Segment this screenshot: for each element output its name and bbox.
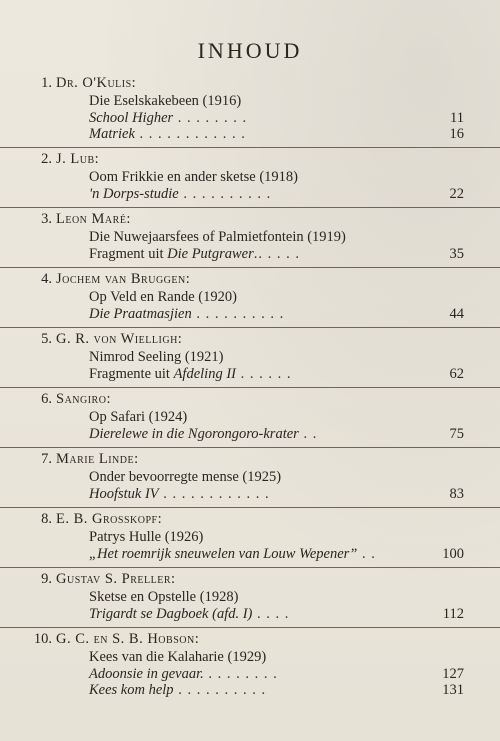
- page-number: 112: [442, 606, 464, 622]
- toc-item: [0, 666, 500, 682]
- toc-item: [0, 246, 500, 262]
- dot-leader: . . . . . . . . . . . .: [134, 126, 246, 142]
- author-name: Marie Linde:: [56, 451, 139, 467]
- author-line: [0, 210, 500, 229]
- dot-leader: . . . . . . . . . .: [178, 186, 272, 202]
- toc-item: [0, 486, 500, 502]
- toc-entry: [0, 328, 500, 388]
- book-title: Onder bevoorregte mense (1925): [89, 469, 282, 485]
- dot-leader: . . . .: [252, 606, 290, 622]
- page-number: 127: [442, 666, 464, 682]
- page-number: 62: [449, 366, 464, 382]
- toc-item: [0, 426, 500, 442]
- item-prefix: Fragmente uit: [89, 366, 174, 382]
- toc-item: [0, 126, 500, 142]
- dot-leader: . . . . . . . . . . . .: [158, 486, 270, 502]
- toc-item: [0, 682, 500, 698]
- item-title: Trigardt se Dagboek (afd. I): [89, 606, 253, 622]
- item-title: Die Praatmasjien: [89, 306, 192, 322]
- toc-item: [0, 186, 500, 202]
- book-title: Op Safari (1924): [89, 409, 188, 425]
- page-number: 44: [449, 306, 464, 322]
- entry-number: 7.: [41, 451, 52, 467]
- toc-entry: [0, 72, 500, 148]
- toc-entry: [0, 208, 500, 268]
- toc-entry: [0, 448, 500, 508]
- entry-number: 9.: [41, 571, 52, 587]
- author-line: [0, 150, 500, 169]
- page-number: 22: [449, 186, 464, 202]
- author-name: G. R. von Wielligh:: [56, 331, 183, 347]
- dot-leader: . . . . . . . . . .: [191, 306, 285, 322]
- entry-number: 4.: [41, 271, 52, 287]
- item-title: School Higher: [89, 110, 174, 126]
- author-line: [0, 270, 500, 289]
- page-number: 11: [450, 110, 464, 126]
- dot-leader: . . . . . . . . . .: [173, 682, 267, 698]
- entry-number: 3.: [41, 211, 52, 227]
- entry-number: 1.: [41, 75, 52, 91]
- author-line: [0, 390, 500, 409]
- author-line: [0, 330, 500, 349]
- item-title: Afdeling II: [173, 366, 236, 382]
- author-name: Jochem van Bruggen:: [56, 271, 191, 287]
- dot-leader: . . . . . . . .: [173, 110, 248, 126]
- item-title: „Het roemrijk sneuwelen van Louw Wepener”: [89, 546, 358, 562]
- page-number: 35: [449, 246, 464, 262]
- page-number: 83: [449, 486, 464, 502]
- toc-entry: [0, 268, 500, 328]
- entry-number: 5.: [41, 331, 52, 347]
- page-title: INHOUD: [197, 38, 303, 63]
- dot-leader: . . . . . . . .: [203, 666, 278, 682]
- book-title: Nimrod Seeling (1921): [89, 349, 224, 365]
- book-title: Kees van die Kalaharie (1929): [89, 649, 267, 665]
- item-title: 'n Dorps-studie: [89, 186, 179, 202]
- page-number: 16: [449, 126, 464, 142]
- toc-entry: [0, 388, 500, 448]
- entry-number: 6.: [41, 391, 52, 407]
- author-name: Sangiro:: [56, 391, 111, 407]
- author-line: [0, 74, 500, 93]
- toc-item: [0, 110, 500, 126]
- item-title: Hoofstuk IV: [89, 486, 159, 502]
- item-title: Adoonsie in gevaar.: [89, 666, 204, 682]
- dot-leader: . .: [298, 426, 318, 442]
- page-number: 131: [442, 682, 464, 698]
- toc-item: [0, 306, 500, 322]
- entry-number: 10.: [33, 631, 52, 647]
- dot-leader: . . . . . .: [236, 366, 292, 382]
- author-name: G. C. en S. B. Hobson:: [56, 631, 200, 647]
- toc-item: [0, 546, 500, 562]
- dot-leader: .. . . . .: [253, 246, 300, 262]
- author-name: Gustav S. Preller:: [56, 571, 176, 587]
- book-title: Die Nuwejaarsfees of Palmietfontein (1919): [89, 229, 346, 245]
- item-title: Dierelewe in die Ngorongoro-krater: [89, 426, 299, 442]
- entry-number: 8.: [41, 511, 52, 527]
- toc-item: [0, 606, 500, 622]
- item-title: Die Putgrawer: [167, 246, 254, 262]
- author-line: [0, 510, 500, 529]
- page-number: 100: [442, 546, 464, 562]
- toc-entry: [0, 508, 500, 568]
- book-title: Oom Frikkie en ander sketse (1918): [89, 169, 298, 185]
- toc-entry: [0, 628, 500, 703]
- book-title: Patrys Hulle (1926): [89, 529, 204, 545]
- entry-number: 2.: [41, 151, 52, 167]
- page-number: 75: [449, 426, 464, 442]
- toc-item: [0, 366, 500, 382]
- author-name: E. B. Grosskopf:: [56, 511, 163, 527]
- dot-leader: . .: [357, 546, 376, 562]
- author-name: J. Lub:: [56, 151, 100, 167]
- author-line: [0, 630, 500, 649]
- author-name: Dr. O'Kulis:: [56, 75, 137, 91]
- book-title: Die Eselskakebeen (1916): [89, 93, 242, 109]
- author-line: [0, 450, 500, 469]
- author-name: Leon Maré:: [56, 211, 131, 227]
- item-title: Kees kom help: [89, 682, 174, 698]
- item-prefix: Fragment uit: [89, 246, 168, 262]
- author-line: [0, 570, 500, 589]
- table-of-contents: [0, 72, 500, 703]
- toc-entry: [0, 148, 500, 208]
- item-title: Matriek: [89, 126, 135, 142]
- toc-entry: [0, 568, 500, 628]
- book-title: Op Veld en Rande (1920): [89, 289, 237, 305]
- book-title: Sketse en Opstelle (1928): [89, 589, 239, 605]
